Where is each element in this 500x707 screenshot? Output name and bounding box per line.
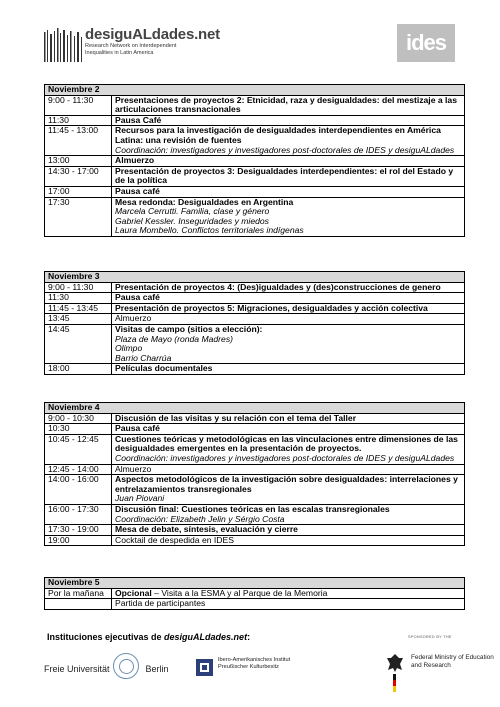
session-time: 11:30 <box>45 293 112 304</box>
session-cell <box>112 166 465 186</box>
day-header-row <box>45 85 465 96</box>
session-cell <box>112 95 465 115</box>
day-table <box>44 577 465 610</box>
session-cell <box>112 464 465 475</box>
session-time: 19:00 <box>45 535 112 546</box>
session-title: Pausa Café <box>115 114 162 125</box>
session-title: Discusión de las visitas y su relación con el tema del Taller <box>115 412 357 423</box>
day-title: Noviembre 5 <box>45 578 465 589</box>
session-cell <box>112 475 465 505</box>
session-title: Presentación de proyectos 3: Desigualdades interdependientes: el rol del Estado y de la política <box>115 165 454 186</box>
session-time: 9:00 - 10:30 <box>45 413 112 424</box>
session-time: 18:00 <box>45 364 112 375</box>
fu-name: Freie Universität <box>44 664 110 674</box>
table-row <box>45 186 465 197</box>
session-time: 10:45 - 12:45 <box>45 434 112 464</box>
session-title: Mesa de debate, síntesis, evaluación y cierre <box>115 524 298 535</box>
page-header <box>0 0 500 80</box>
institutions-colon: : <box>247 632 251 642</box>
session-cell <box>112 115 465 126</box>
session-time: Por la mañana <box>45 588 112 599</box>
session-time: 14:30 - 17:00 <box>45 166 112 186</box>
session-time: 11:45 - 13:00 <box>45 126 112 156</box>
session-title: Partida de participantes <box>115 598 206 609</box>
german-eagle-flag-icon <box>383 652 407 692</box>
day-header-row <box>45 403 465 414</box>
table-row <box>45 599 465 610</box>
session-time: 17:30 <box>45 197 112 236</box>
session-cell <box>112 282 465 293</box>
table-row <box>45 475 465 505</box>
table-row <box>45 434 465 464</box>
session-detail: Coordinación: investigadores y investigadores post-doctorales de IDES y desiguALdades <box>115 144 455 155</box>
table-row <box>45 588 465 599</box>
session-cell <box>112 186 465 197</box>
session-title: Aspectos metodológicos de la investigación sobre desigualdades: interrelaciones y entrelazamientos transregionales <box>115 474 458 494</box>
session-detail: Barrio Charrúa <box>115 352 172 363</box>
session-title: Almuerzo <box>115 313 152 324</box>
session-cell <box>112 156 465 167</box>
session-time: 14:00 - 16:00 <box>45 475 112 505</box>
session-title: Pausa café <box>115 292 160 303</box>
session-time <box>45 599 112 610</box>
session-title: Almuerzo <box>115 155 155 166</box>
table-row <box>45 535 465 546</box>
table-row <box>45 156 465 167</box>
session-cell <box>112 413 465 424</box>
session-time: 16:00 - 17:30 <box>45 504 112 524</box>
table-row <box>45 126 465 156</box>
session-cell <box>112 525 465 536</box>
fu-seal-icon <box>113 653 139 679</box>
table-row <box>45 413 465 424</box>
table-row <box>45 324 465 363</box>
session-cell <box>112 504 465 524</box>
session-detail: Olimpo <box>115 343 143 354</box>
table-row <box>45 504 465 524</box>
logo-subtitle: Research Network on Interdependent Inequalities in Latin America <box>85 43 177 56</box>
session-title: Mesa redonda: Desigualdades en Argentina <box>115 196 294 207</box>
session-time: 14:45 <box>45 324 112 363</box>
session-detail: Coordinación: investigadores y investigadores post-doctorales de IDES y desiguALdades <box>115 452 455 463</box>
day-header-row <box>45 578 465 589</box>
table-row <box>45 282 465 293</box>
session-title: Presentación de proyectos 5: Migraciones, desigualdades y acción colectiva <box>115 302 428 313</box>
session-title: Presentación de proyectos 4: (Des)igualdades y (des)construcciones de genero <box>115 281 441 292</box>
session-time: 13:00 <box>45 156 112 167</box>
session-cell <box>112 424 465 435</box>
session-detail: Gabriel Kessler. Inseguridades y miedos <box>115 215 269 226</box>
session-detail: Laura Mombello. Conflictos territoriales indígenas <box>115 225 304 236</box>
institutions-name: desiguALdades.net <box>164 632 248 642</box>
table-row <box>45 303 465 314</box>
day-title: Noviembre 3 <box>45 272 465 283</box>
day-header-row <box>45 272 465 283</box>
iai-sub: Preußischer Kulturbesitz <box>218 664 279 670</box>
table-row <box>45 464 465 475</box>
session-cell <box>112 314 465 325</box>
session-time: 17:30 - 19:00 <box>45 525 112 536</box>
session-time: 12:45 - 14:00 <box>45 464 112 475</box>
session-cell <box>112 599 465 610</box>
institutions-label: Instituciones ejecutivas de <box>47 632 165 642</box>
session-title: Pausa café <box>115 185 160 196</box>
session-detail: Juan Piovani <box>115 493 165 504</box>
iai-name: Ibero-Amerikanisches Institut <box>218 657 291 663</box>
table-row <box>45 95 465 115</box>
institutions-heading <box>47 632 250 642</box>
session-title: Opcional <box>115 587 152 598</box>
desigualdades-logo-icon <box>44 28 82 66</box>
session-cell <box>112 434 465 464</box>
session-title: Cocktail de despedida en IDES <box>115 534 234 545</box>
session-title: – Visita a la ESMA y al Parque de la Memoria <box>151 587 328 598</box>
table-row <box>45 293 465 304</box>
table-row <box>45 314 465 325</box>
bmbf-name: Federal Ministry of Education and Research <box>411 654 494 669</box>
session-title: Discusión final: Cuestiones teóricas en las escalas transregionales <box>115 503 390 514</box>
logo-title: desiguALdades.net <box>85 26 220 43</box>
session-title: Pausa café <box>115 423 160 434</box>
session-title: Películas documentales <box>115 363 213 374</box>
sponsored-by-label: SPONSORED BY THE <box>408 635 452 639</box>
day-title: Noviembre 4 <box>45 403 465 414</box>
session-cell <box>112 364 465 375</box>
day-table <box>44 402 465 546</box>
session-title: Almuerzo <box>115 463 152 474</box>
session-cell <box>112 303 465 314</box>
day-table <box>44 271 465 375</box>
session-title: Cuestiones teóricas y metodológicas en las vinculaciones entre dimensiones de las desigualdades emergentes en la presentación de proyectos. <box>115 433 458 454</box>
table-row <box>45 166 465 186</box>
session-title: Visitas de campo (sitios a elección): <box>115 323 263 334</box>
iai-mark-icon <box>196 659 213 676</box>
desigualdades-logo-text <box>85 26 220 56</box>
session-detail: Plaza de Mayo (ronda Madres) <box>115 333 233 344</box>
session-time: 11:30 <box>45 115 112 126</box>
session-cell <box>112 588 465 599</box>
session-cell <box>112 535 465 546</box>
session-time: 13:45 <box>45 314 112 325</box>
table-row <box>45 197 465 236</box>
session-time: 9:00 - 11:30 <box>45 282 112 293</box>
session-cell <box>112 126 465 156</box>
session-cell <box>112 324 465 363</box>
table-row <box>45 525 465 536</box>
session-title: Recursos para la investigación de desigualdades interdependientes en América Latina: una revisión de fuentes <box>115 125 441 145</box>
session-title: Presentaciones de proyectos 2: Etnicidad, raza y desigualdades: del mestizaje a las articulaciones transnacionales <box>115 94 457 115</box>
session-detail: Coordinación: Elizabeth Jelin y Sérgio Costa <box>115 513 285 524</box>
table-row <box>45 115 465 126</box>
day-table <box>44 84 465 237</box>
table-row <box>45 424 465 435</box>
session-detail: Marcela Cerrutti. Familia, clase y género <box>115 206 270 217</box>
session-cell <box>112 197 465 236</box>
session-time: 9:00 - 11:30 <box>45 95 112 115</box>
ides-logo: ides <box>397 24 455 62</box>
session-time: 10:30 <box>45 424 112 435</box>
session-time: 17:00 <box>45 186 112 197</box>
day-title: Noviembre 2 <box>45 85 465 96</box>
session-time: 11:45 - 13:45 <box>45 303 112 314</box>
session-cell <box>112 293 465 304</box>
fu-city: Berlin <box>145 664 169 674</box>
table-row <box>45 364 465 375</box>
